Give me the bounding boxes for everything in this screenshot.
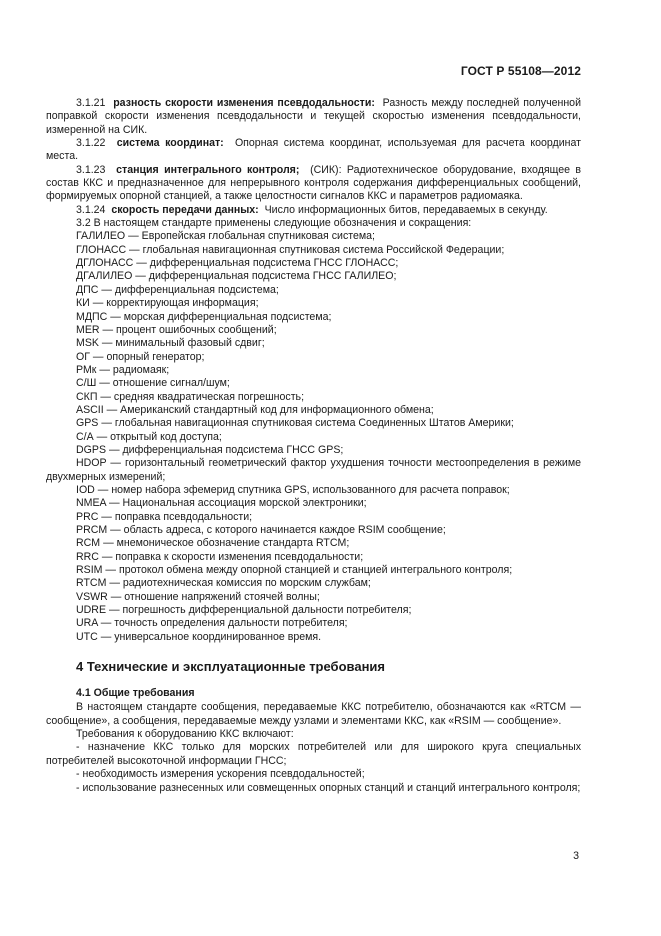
section-title: 4 Технические и эксплуатационные требования <box>76 659 386 675</box>
abbreviations-intro: 3.2 В настоящем стандарте применены следующие обозначения и сокращения: <box>76 217 472 230</box>
definition-term: скорость передачи данных: <box>111 203 259 216</box>
abbreviation-item: ГЛОНАСС — глобальная навигационная спутниковая система Российской Федерации; <box>76 243 505 256</box>
abbreviation-item: PRCM — область адреса, с которого начинается каждое RSIM сообщение; <box>76 524 446 536</box>
section-paragraphs <box>46 701 581 741</box>
abbreviation-item: UDRE — погрешность дифференциальной дальности потребителя; <box>76 604 412 617</box>
abbreviation-item: СКП — средняя квадратическая погрешность; <box>76 390 305 403</box>
definition-term: разность скорости изменения псевдодальности: <box>113 97 375 109</box>
requirements-list <box>46 741 581 794</box>
abbreviation-item: NMEA — Национальная ассоциация морской электроники; <box>76 497 367 510</box>
abbreviation-item: MER — процент ошибочных сообщений; <box>76 323 277 336</box>
abbreviation-item: UTC — универсальное координированное время. <box>76 630 322 643</box>
definition-item <box>46 137 581 164</box>
requirement-item: - необходимость измерения ускорения псевдодальностей; <box>76 768 365 781</box>
definition-text: Разность между последней полученной поправкой скорости изменения псевдодальности и текущей скоростью изменения псевдодальности, измеренной на СИК. <box>46 97 581 136</box>
definition-text: (СИК): Радиотехническое оборудование, входящее в состав ККС и предназначенное для непрерывного контроля содержания дифференциальных сообщений, формируемых опорной станцией, а также целостности сигналов ККС и параметров радиомаяка. <box>46 163 581 203</box>
definition-item <box>46 204 581 217</box>
abbreviation-item: ГАЛИЛЕО — Европейская глобальная спутниковая система; <box>76 230 375 243</box>
definition-number: 3.1.22 <box>76 137 106 150</box>
definition-number: 3.1.23 <box>76 163 106 176</box>
abbreviation-item: PRC — поправка псевдодальности; <box>76 510 253 523</box>
abbreviation-item: DGPS — дифференциальная подсистема ГНСС GPS; <box>76 443 344 456</box>
abbreviation-item: HDOP — горизонтальный геометрический фактор ухудшения точности местоопределения в режиме двухмерных измерений; <box>46 457 581 483</box>
abbreviation-item: RSIM — протокол обмена между опорной станцией и станцией интегрального контроля; <box>76 564 513 577</box>
abbreviation-item: RCM — мнемоническое обозначение стандарта RTCM; <box>76 537 350 550</box>
abbreviation-item: РМк — радиомаяк; <box>76 363 170 376</box>
abbreviation-item: RRC — поправка к скорости изменения псевдодальности; <box>76 550 364 563</box>
requirement-item: - использование разнесенных или совмещенных опорных станций и станций интегрального контроля; <box>76 781 581 794</box>
page-number: 3 <box>573 850 579 862</box>
abbreviation-item: С/А — открытый код доступа; <box>76 430 222 443</box>
definitions-list <box>46 97 581 217</box>
abbreviation-item: ДГАЛИЛЕО — дифференциальная подсистема ГНСС ГАЛИЛЕО; <box>76 270 397 283</box>
abbreviation-item: RTCM — радиотехническая комиссия по морским службам; <box>76 577 371 590</box>
subsection-title: 4.1 Общие требования <box>76 687 195 700</box>
abbreviation-item: IOD — номер набора эфемерид спутника GPS, использованного для расчета поправок; <box>76 483 510 496</box>
section-paragraph: В настоящем стандарте сообщения, передаваемые ККС потребителю, обозначаются как «RTCM — сообщение», а сообщения, передаваемые между узлами и элементами ККС, как «RSIM — сообщение». <box>46 701 581 727</box>
definition-text: Число информационных битов, передаваемых в секунду. <box>264 203 548 216</box>
definition-term: система координат: <box>116 137 224 150</box>
abbreviation-item: ДГЛОНАСС — дифференциальная подсистема ГНСС ГЛОНАСС; <box>76 257 399 270</box>
abbreviations-list <box>46 230 581 644</box>
document-header: ГОСТ Р 55108—2012 <box>460 64 581 78</box>
abbreviation-item: URA — точность определения дальности потребителя; <box>76 617 348 630</box>
definition-item <box>46 164 581 204</box>
definition-term: станция интегрального контроля; <box>116 163 300 176</box>
abbreviation-item: ДПС — дифференциальная подсистема; <box>76 283 279 296</box>
abbreviation-item: MSK — минимальный фазовый сдвиг; <box>76 337 265 350</box>
abbreviation-item: GPS — глобальная навигационная спутниковая система Соединенных Штатов Америки; <box>76 417 514 430</box>
definition-text: Опорная система координат, используемая для расчета координат места. <box>46 137 582 163</box>
definition-number: 3.1.24 <box>76 203 106 216</box>
abbreviation-item: ASCII — Американский стандартный код для информационного обмена; <box>76 403 434 416</box>
definition-item <box>46 97 581 137</box>
abbreviation-item: VSWR — отношение напряжений стоячей волны; <box>76 590 320 603</box>
abbreviation-item: С/Ш — отношение сигнал/шум; <box>76 377 230 390</box>
document-body <box>46 97 581 795</box>
requirement-item: - назначение ККС только для морских потребителей или для широкого круга специальных потребителей высокоточной информации ГНСС; <box>46 741 581 767</box>
abbreviation-item: КИ — корректирующая информация; <box>76 297 259 310</box>
abbreviation-item: ОГ — опорный генератор; <box>76 350 205 363</box>
abbreviation-item: МДПС — морская дифференциальная подсистема; <box>76 310 332 323</box>
section-paragraph: Требования к оборудованию ККС включают: <box>76 728 294 741</box>
definition-number: 3.1.21 <box>76 97 106 109</box>
